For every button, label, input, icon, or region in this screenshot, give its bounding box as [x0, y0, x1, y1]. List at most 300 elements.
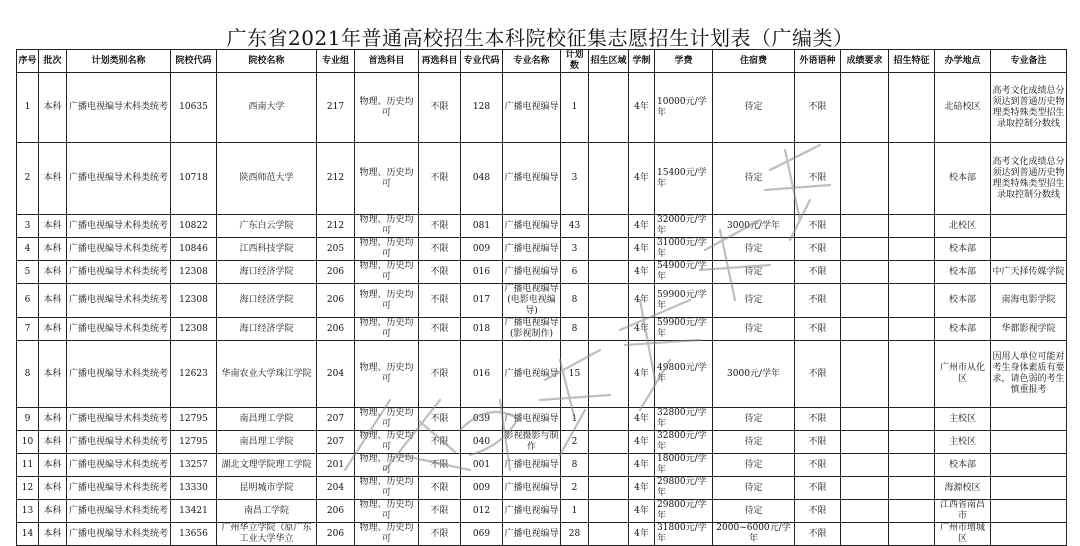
- cell-fee: 29800元/学年: [655, 477, 713, 500]
- cell-batch: 本科: [39, 318, 67, 341]
- cell-lodging: 待定: [713, 454, 795, 477]
- cell-years: 4年: [629, 341, 655, 408]
- table-row: [17, 238, 1067, 261]
- cell-batch: 本科: [39, 238, 67, 261]
- cell-location: 北碚校区: [935, 73, 991, 143]
- cell-category: 广播电视编导术科类统考: [67, 523, 171, 546]
- cell-feature: [889, 341, 935, 408]
- table-row: [17, 318, 1067, 341]
- cell-code: 13330: [171, 477, 217, 500]
- cell-lang: 不限: [795, 318, 841, 341]
- cell-region: [589, 238, 629, 261]
- cell-no: 10: [17, 431, 39, 454]
- cell-second: 不限: [419, 477, 461, 500]
- cell-first: 物理、历史均可: [355, 318, 419, 341]
- cell-major-code: 001: [461, 454, 503, 477]
- cell-years: 4年: [629, 500, 655, 523]
- cell-group: 206: [317, 261, 355, 284]
- cell-major: 广播电视编导: [503, 341, 561, 408]
- cell-count: 28: [561, 523, 589, 546]
- cell-major: 广播电视编导: [503, 408, 561, 431]
- cell-lodging: 待定: [713, 73, 795, 143]
- cell-code: 10846: [171, 238, 217, 261]
- cell-first: 物理、历史均可: [355, 500, 419, 523]
- cell-region: [589, 408, 629, 431]
- cell-feature: [889, 431, 935, 454]
- table-row: [17, 284, 1067, 318]
- cell-group: 204: [317, 341, 355, 408]
- table-row: [17, 261, 1067, 284]
- cell-years: 4年: [629, 143, 655, 215]
- cell-score: [841, 215, 889, 238]
- cell-location: 北校区: [935, 215, 991, 238]
- cell-fee: 32800元/学年: [655, 431, 713, 454]
- cell-years: 4年: [629, 73, 655, 143]
- column-header: 再选科目: [419, 50, 461, 73]
- cell-lang: 不限: [795, 238, 841, 261]
- cell-lodging: 待定: [713, 408, 795, 431]
- cell-note: [991, 500, 1067, 523]
- cell-years: 4年: [629, 523, 655, 546]
- cell-fee: 32000元/学年: [655, 215, 713, 238]
- column-header: 批次: [39, 50, 67, 73]
- cell-lang: 不限: [795, 523, 841, 546]
- table-row: [17, 500, 1067, 523]
- cell-first: 物理、历史均可: [355, 431, 419, 454]
- cell-note: [991, 215, 1067, 238]
- cell-count: 1: [561, 73, 589, 143]
- cell-category: 广播电视编导术科类统考: [67, 454, 171, 477]
- cell-note: [991, 477, 1067, 500]
- cell-second: 不限: [419, 500, 461, 523]
- cell-lang: 不限: [795, 284, 841, 318]
- column-header: 计划类别名称: [67, 50, 171, 73]
- cell-code: 12308: [171, 261, 217, 284]
- cell-feature: [889, 454, 935, 477]
- cell-location: 校本部: [935, 261, 991, 284]
- cell-count: 43: [561, 215, 589, 238]
- cell-feature: [889, 215, 935, 238]
- cell-group: 207: [317, 408, 355, 431]
- cell-group: 207: [317, 431, 355, 454]
- cell-score: [841, 341, 889, 408]
- cell-school: 江西科技学院: [217, 238, 317, 261]
- cell-first: 物理、历史均可: [355, 523, 419, 546]
- column-header: 序号: [17, 50, 39, 73]
- cell-second: 不限: [419, 408, 461, 431]
- cell-major-code: 009: [461, 477, 503, 500]
- cell-lodging: 3000元/学年: [713, 215, 795, 238]
- cell-note: 高考文化成绩总分须达到普通历史物理类特殊类型招生录取控制分数线: [991, 73, 1067, 143]
- cell-lodging: 待定: [713, 143, 795, 215]
- table-row: [17, 341, 1067, 408]
- cell-note: [991, 431, 1067, 454]
- cell-second: 不限: [419, 284, 461, 318]
- cell-lang: 不限: [795, 408, 841, 431]
- cell-code: 10718: [171, 143, 217, 215]
- cell-lang: 不限: [795, 431, 841, 454]
- cell-lang: 不限: [795, 261, 841, 284]
- cell-category: 广播电视编导术科类统考: [67, 284, 171, 318]
- column-header: 学制: [629, 50, 655, 73]
- cell-region: [589, 215, 629, 238]
- cell-location: 校本部: [935, 284, 991, 318]
- column-header: 院校名称: [217, 50, 317, 73]
- cell-note: 因用人单位可能对考生身体素质有要求，请色弱的考生慎重报考: [991, 341, 1067, 408]
- cell-location: 校本部: [935, 318, 991, 341]
- cell-major: 广播电视编导: [503, 238, 561, 261]
- cell-years: 4年: [629, 215, 655, 238]
- cell-major-code: 018: [461, 318, 503, 341]
- cell-category: 广播电视编导术科类统考: [67, 215, 171, 238]
- cell-school: 湖北文理学院理工学院: [217, 454, 317, 477]
- cell-first: 物理、历史均可: [355, 73, 419, 143]
- cell-region: [589, 73, 629, 143]
- cell-no: 4: [17, 238, 39, 261]
- cell-major: 影视摄影与制作: [504, 431, 559, 452]
- enrollment-plan-table: [16, 49, 1067, 546]
- cell-count: 8: [561, 284, 589, 318]
- column-header: 招生特征: [889, 50, 935, 73]
- cell-fee: 31800元/学年: [655, 523, 713, 546]
- cell-second: 不限: [419, 143, 461, 215]
- cell-school: 南昌理工学院: [217, 408, 317, 431]
- cell-feature: [889, 284, 935, 318]
- table-row: [17, 431, 1067, 454]
- column-header: 外语语种: [795, 50, 841, 73]
- cell-years: 4年: [629, 261, 655, 284]
- table-row: [17, 408, 1067, 431]
- cell-no: 12: [17, 477, 39, 500]
- cell-first: 物理、历史均可: [355, 477, 419, 500]
- cell-note: [991, 523, 1067, 546]
- cell-category: 广播电视编导术科类统考: [67, 500, 171, 523]
- cell-batch: 本科: [39, 523, 67, 546]
- table-body: [17, 73, 1067, 546]
- cell-location: 广州市从化区: [935, 341, 991, 408]
- cell-count: 8: [561, 454, 589, 477]
- cell-note: 高考文化成绩总分须达到普通历史物理类特殊类型招生录取控制分数线: [991, 143, 1067, 215]
- cell-code: 12795: [171, 431, 217, 454]
- cell-note: [991, 408, 1067, 431]
- cell-major-code: 128: [461, 73, 503, 143]
- cell-no: 6: [17, 284, 39, 318]
- cell-major: 广播电视编导: [503, 215, 561, 238]
- cell-code: 12308: [171, 284, 217, 318]
- cell-score: [841, 477, 889, 500]
- cell-no: 7: [17, 318, 39, 341]
- cell-category: 广播电视编导术科类统考: [67, 143, 171, 215]
- column-header: 计划数: [561, 50, 589, 73]
- cell-major-code: 081: [461, 215, 503, 238]
- cell-location: 校本部: [935, 454, 991, 477]
- cell-no: 2: [17, 143, 39, 215]
- cell-category: 广播电视编导术科类统考: [67, 408, 171, 431]
- table-row: [17, 73, 1067, 143]
- cell-feature: [889, 523, 935, 546]
- cell-lodging: 待定: [713, 431, 795, 454]
- cell-no: 11: [17, 454, 39, 477]
- cell-region: [589, 318, 629, 341]
- cell-lang: 不限: [795, 500, 841, 523]
- cell-lodging: 2000~6000元/学年: [713, 523, 795, 546]
- cell-school: 陕西师范大学: [217, 143, 317, 215]
- cell-feature: [889, 143, 935, 215]
- cell-feature: [889, 73, 935, 143]
- cell-school: 广州华立学院（原广东工业大学华立: [217, 523, 317, 546]
- cell-lodging: 待定: [713, 500, 795, 523]
- cell-school: 广东白云学院: [217, 215, 317, 238]
- cell-feature: [889, 261, 935, 284]
- cell-major: 广播电视编导: [503, 523, 561, 546]
- cell-code: 13656: [171, 523, 217, 546]
- cell-region: [589, 261, 629, 284]
- cell-batch: 本科: [39, 215, 67, 238]
- cell-school: 西南大学: [217, 73, 317, 143]
- cell-lang: 不限: [795, 477, 841, 500]
- cell-second: 不限: [419, 238, 461, 261]
- cell-location: 主校区: [935, 431, 991, 454]
- cell-major: 广播电视编导(电影电视编导): [504, 284, 559, 316]
- cell-score: [841, 143, 889, 215]
- cell-second: 不限: [419, 454, 461, 477]
- cell-group: 212: [317, 215, 355, 238]
- cell-second: 不限: [419, 73, 461, 143]
- cell-count: 3: [561, 143, 589, 215]
- column-header: 专业组: [317, 50, 355, 73]
- cell-fee: 15400元/学年: [655, 143, 713, 215]
- cell-count: 1: [561, 500, 589, 523]
- cell-count: 8: [561, 318, 589, 341]
- cell-lodging: 待定: [713, 284, 795, 318]
- cell-batch: 本科: [39, 431, 67, 454]
- table-row: [17, 523, 1067, 546]
- cell-category: 广播电视编导术科类统考: [67, 73, 171, 143]
- cell-first: 物理、历史均可: [355, 341, 419, 408]
- cell-years: 4年: [629, 318, 655, 341]
- cell-no: 13: [17, 500, 39, 523]
- cell-school: 南昌理工学院: [217, 431, 317, 454]
- column-header: 住宿费: [713, 50, 795, 73]
- cell-second: 不限: [419, 215, 461, 238]
- cell-batch: 本科: [39, 261, 67, 284]
- cell-lodging: 待定: [713, 477, 795, 500]
- cell-batch: 本科: [39, 73, 67, 143]
- cell-note: 南海电影学院: [991, 284, 1067, 318]
- cell-lang: 不限: [795, 73, 841, 143]
- cell-count: 1: [561, 408, 589, 431]
- cell-major-code: 069: [461, 523, 503, 546]
- cell-score: [841, 261, 889, 284]
- cell-major: 广播电视编导: [503, 477, 561, 500]
- cell-location: 主校区: [935, 408, 991, 431]
- cell-second: 不限: [419, 261, 461, 284]
- cell-score: [841, 500, 889, 523]
- cell-second: 不限: [419, 431, 461, 454]
- cell-score: [841, 454, 889, 477]
- cell-count: 3: [561, 238, 589, 261]
- cell-lang: 不限: [795, 215, 841, 238]
- cell-batch: 本科: [39, 454, 67, 477]
- cell-group: 206: [317, 500, 355, 523]
- cell-batch: 本科: [39, 341, 67, 408]
- column-header: 专业代码: [461, 50, 503, 73]
- cell-batch: 本科: [39, 143, 67, 215]
- cell-code: 12623: [171, 341, 217, 408]
- cell-years: 4年: [629, 284, 655, 318]
- cell-lodging: 3000元/学年: [713, 341, 795, 408]
- cell-count: 15: [561, 341, 589, 408]
- cell-major-code: 016: [461, 341, 503, 408]
- cell-second: 不限: [419, 341, 461, 408]
- cell-lang: 不限: [795, 341, 841, 408]
- cell-first: 物理、历史均可: [355, 238, 419, 261]
- table-row: [17, 477, 1067, 500]
- cell-group: 206: [317, 523, 355, 546]
- cell-location: 江西省南昌市: [935, 500, 991, 523]
- column-header: 院校代码: [171, 50, 217, 73]
- cell-category: 广播电视编导术科类统考: [67, 318, 171, 341]
- cell-region: [589, 431, 629, 454]
- page-title: 广东省2021年普通高校招生本科院校征集志愿招生计划表（广编类）: [226, 26, 854, 50]
- cell-years: 4年: [629, 238, 655, 261]
- cell-no: 5: [17, 261, 39, 284]
- cell-fee: 10000元/学年: [655, 73, 713, 143]
- cell-feature: [889, 238, 935, 261]
- cell-location: 校本部: [935, 143, 991, 215]
- cell-first: 物理、历史均可: [355, 261, 419, 284]
- cell-no: 1: [17, 73, 39, 143]
- cell-region: [589, 523, 629, 546]
- cell-lodging: 待定: [713, 261, 795, 284]
- cell-count: 6: [561, 261, 589, 284]
- cell-group: 205: [317, 238, 355, 261]
- cell-region: [589, 477, 629, 500]
- cell-note: [991, 454, 1067, 477]
- cell-school: 海口经济学院: [217, 261, 317, 284]
- table-row: [17, 143, 1067, 215]
- cell-fee: 29800元/学年: [655, 500, 713, 523]
- cell-major-code: 048: [461, 143, 503, 215]
- cell-major-code: 016: [461, 261, 503, 284]
- cell-score: [841, 284, 889, 318]
- cell-fee: 18000元/学年: [655, 454, 713, 477]
- cell-batch: 本科: [39, 500, 67, 523]
- cell-first: 物理、历史均可: [355, 143, 419, 215]
- cell-count: 2: [561, 431, 589, 454]
- cell-category: 广播电视编导术科类统考: [67, 477, 171, 500]
- cell-school: 海口经济学院: [217, 318, 317, 341]
- cell-note: [991, 238, 1067, 261]
- cell-first: 物理、历史均可: [355, 408, 419, 431]
- cell-batch: 本科: [39, 408, 67, 431]
- cell-region: [589, 143, 629, 215]
- cell-school: 华南农业大学珠江学院: [217, 341, 317, 408]
- cell-group: 212: [317, 143, 355, 215]
- cell-note: 华都影视学院: [991, 318, 1067, 341]
- cell-major-code: 009: [461, 238, 503, 261]
- cell-region: [589, 284, 629, 318]
- cell-group: 206: [317, 284, 355, 318]
- cell-fee: 31000元/学年: [655, 238, 713, 261]
- cell-batch: 本科: [39, 284, 67, 318]
- cell-lang: 不限: [795, 143, 841, 215]
- cell-group: 204: [317, 477, 355, 500]
- cell-score: [841, 73, 889, 143]
- cell-code: 13257: [171, 454, 217, 477]
- cell-region: [589, 454, 629, 477]
- column-header: 办学地点: [935, 50, 991, 73]
- cell-first: 物理、历史均可: [355, 454, 419, 477]
- cell-region: [589, 341, 629, 408]
- cell-score: [841, 431, 889, 454]
- cell-location: 海源校区: [935, 477, 991, 500]
- cell-category: 广播电视编导术科类统考: [67, 341, 171, 408]
- cell-code: 10822: [171, 215, 217, 238]
- cell-category: 广播电视编导术科类统考: [67, 238, 171, 261]
- cell-no: 3: [17, 215, 39, 238]
- cell-no: 8: [17, 341, 39, 408]
- cell-note: 中广天择传媒学院: [991, 261, 1067, 284]
- cell-major-code: 039: [461, 408, 503, 431]
- column-header: 成绩要求: [841, 50, 889, 73]
- cell-group: 217: [317, 73, 355, 143]
- cell-major: 广播电视编导: [503, 454, 561, 477]
- header-row: [17, 50, 1067, 73]
- cell-school: 海口经济学院: [217, 284, 317, 318]
- cell-score: [841, 408, 889, 431]
- cell-fee: 54900元/学年: [655, 261, 713, 284]
- cell-major-code: 017: [461, 284, 503, 318]
- cell-category: 广播电视编导术科类统考: [67, 261, 171, 284]
- cell-region: [589, 500, 629, 523]
- cell-location: 广州市增城区: [935, 523, 991, 546]
- cell-location: 校本部: [935, 238, 991, 261]
- cell-score: [841, 318, 889, 341]
- column-header: 专业备注: [991, 50, 1067, 73]
- column-header: 学费: [655, 50, 713, 73]
- cell-count: 2: [561, 477, 589, 500]
- column-header: 首选科目: [355, 50, 419, 73]
- cell-years: 4年: [629, 477, 655, 500]
- column-header: 专业名称: [503, 50, 561, 73]
- cell-feature: [889, 500, 935, 523]
- cell-major: 广播电视编导: [503, 261, 561, 284]
- cell-category: 广播电视编导术科类统考: [67, 431, 171, 454]
- cell-code: 10635: [171, 73, 217, 143]
- cell-feature: [889, 318, 935, 341]
- cell-group: 206: [317, 318, 355, 341]
- cell-years: 4年: [629, 431, 655, 454]
- cell-years: 4年: [629, 408, 655, 431]
- column-header: 招生区域: [589, 50, 629, 73]
- cell-feature: [889, 477, 935, 500]
- cell-score: [841, 238, 889, 261]
- cell-code: 13421: [171, 500, 217, 523]
- cell-school: 昆明城市学院: [217, 477, 317, 500]
- cell-fee: 49800元/学年: [655, 341, 713, 408]
- cell-lang: 不限: [795, 454, 841, 477]
- cell-fee: 59900元/学年: [655, 318, 713, 341]
- cell-group: 201: [317, 454, 355, 477]
- cell-years: 4年: [629, 454, 655, 477]
- cell-major: 广播电视编导: [503, 73, 561, 143]
- cell-major: 广播电视编导: [503, 143, 561, 215]
- cell-major: 广播电视编导: [503, 500, 561, 523]
- cell-score: [841, 523, 889, 546]
- cell-lodging: 待定: [713, 238, 795, 261]
- cell-first: 物理、历史均可: [355, 215, 419, 238]
